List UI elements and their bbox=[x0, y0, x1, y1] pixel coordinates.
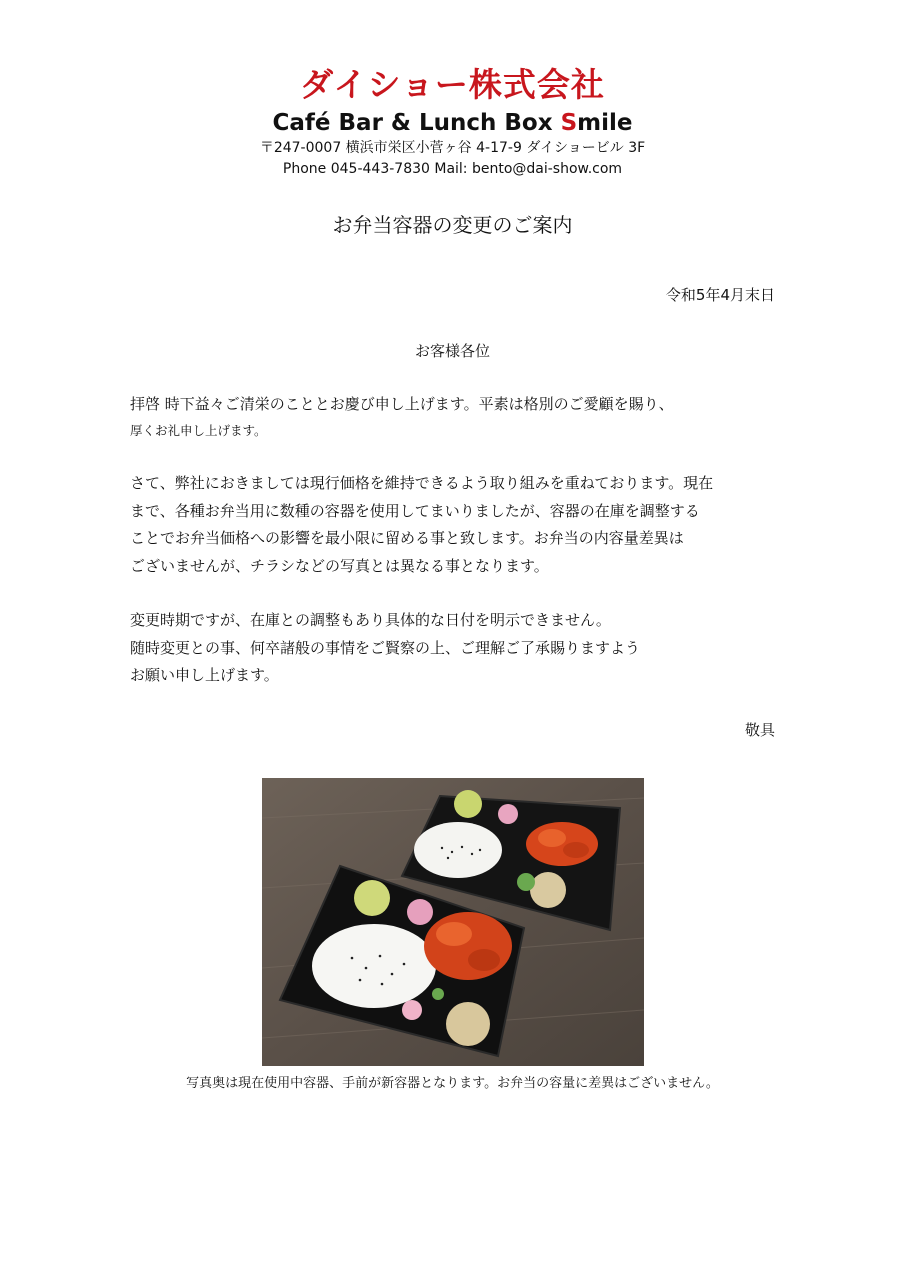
letter-closing: 敬具 bbox=[744, 721, 775, 739]
paragraph-line: お願い申し上げます。 bbox=[130, 666, 279, 684]
letter-date: 令和5年4月末日 bbox=[665, 286, 775, 304]
paragraph-announcement bbox=[130, 470, 780, 580]
paragraph-timing bbox=[130, 607, 780, 690]
brand-name-post: mile bbox=[577, 110, 633, 136]
company-name: ダイショー株式会社 bbox=[300, 65, 605, 104]
paragraph-line: 随時変更との事、何卒諸般の事情をご賢察の上、ご理解ご了承賜りますよう bbox=[130, 638, 641, 657]
bento-photo bbox=[262, 778, 644, 1066]
brand-name bbox=[0, 108, 905, 138]
letter-title: お弁当容器の変更のご案内 bbox=[332, 213, 573, 237]
paragraph-line: さて、弊社におきましては現行価格を維持できるよう取り組みを重ねております。現在 bbox=[130, 474, 714, 492]
paragraph-line: 変更時期ですが、在庫との調整もあり具体的な日付を明示できません。 bbox=[130, 611, 611, 629]
brand-name-pre: Café Bar & Lunch Box bbox=[272, 110, 561, 136]
paragraph-greeting bbox=[130, 391, 780, 443]
photo-caption: 写真奥は現在使用中容器、手前が新容器となります。お弁当の容量に差異はございません。 bbox=[186, 1076, 719, 1091]
company-address: 〒247-0007 横浜市栄区小菅ヶ谷 4-17-9 ダイショービル 3F bbox=[259, 140, 646, 156]
letter-recipient: お客様各位 bbox=[414, 342, 490, 360]
paragraph-line: ことでお弁当価格への影響を最小限に留める事と致します。お弁当の内容量差異は bbox=[130, 529, 684, 547]
paragraph-line: 厚くお礼申し上げます。 bbox=[130, 422, 267, 438]
brand-name-accent: S bbox=[560, 110, 578, 136]
paragraph-line: 拝啓 時下益々ご清栄のこととお慶び申し上げます。平素は格別のご愛顧を賜り、 bbox=[130, 395, 674, 413]
paragraph-line: ございませんが、チラシなどの写真とは異なる事となります。 bbox=[130, 556, 549, 575]
paragraph-line: まで、各種お弁当用に数種の容器を使用してまいりましたが、容器の在庫を調整する bbox=[130, 501, 700, 520]
company-contact: Phone 045-443-7830 Mail: bento@dai-show.com bbox=[282, 161, 623, 177]
